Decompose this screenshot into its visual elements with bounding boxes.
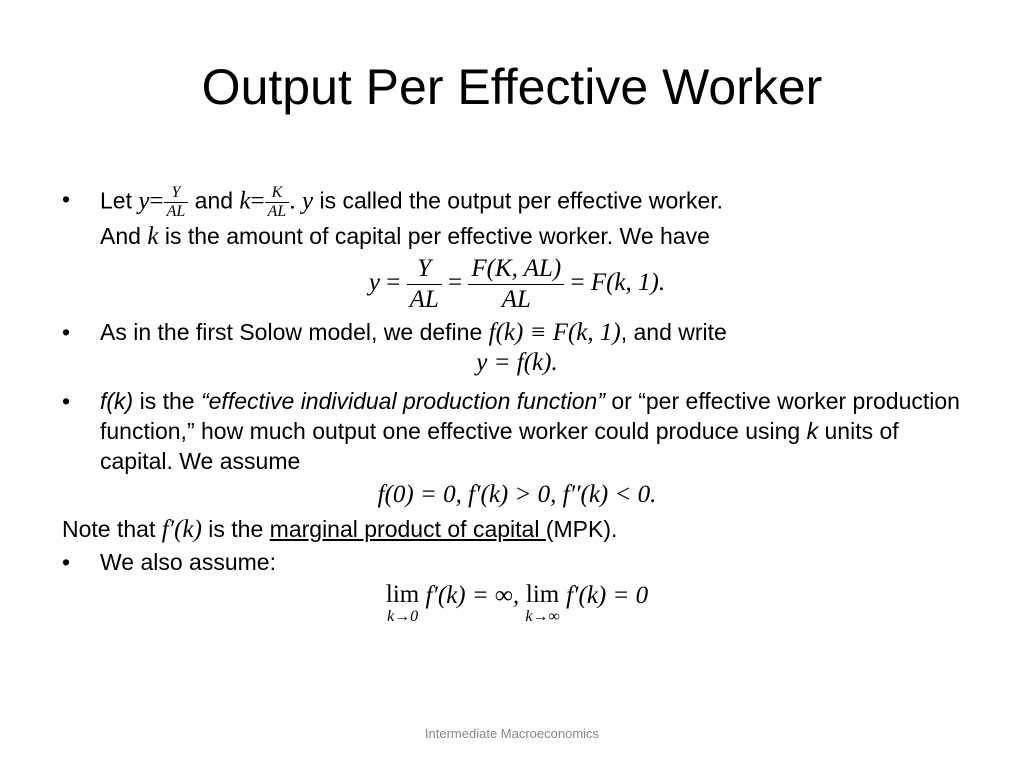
display-equation-assumptions: f(0) = 0, f′(k) > 0, f′′(k) < 0. [377,481,657,508]
text-solow: As in the first Solow model, we define [100,319,483,345]
lim-operator: lim [525,581,560,608]
bullet-marker: • [62,388,71,414]
text-units: units of capital. We assume [100,418,899,474]
slide-body [62,184,972,625]
bullet-marker: • [62,186,71,212]
fraction-f-over-al [468,254,564,315]
bullet-also-assume [62,547,972,577]
math-y: y [301,187,314,215]
text-also-assume: We also assume: [100,549,276,575]
math-y: y [138,187,150,215]
lim-subscript: k→0 [386,608,419,625]
text-note: Note that [62,516,162,542]
math-limit-expr1: f′(k) = ∞, [425,582,520,609]
math-dot: . [289,187,296,215]
text-description: or “per effective worker production function,” how much output one effective worker could produce using [100,388,960,444]
limit-k-to-zero [386,581,419,625]
lim-operator: lim [385,581,420,608]
text-mpk-underlined: marginal product of capital [269,516,546,542]
limit-k-to-infinity [525,581,560,625]
fraction-numerator: K [265,184,290,203]
math-equals: = [149,187,164,215]
text-effective-function: “effective individual production function” [200,388,605,414]
lim-subscript: k→∞ [525,608,560,625]
math-fprime: f′(k) [161,516,202,543]
text-and: and [194,187,234,214]
fraction-denominator: AL [409,286,439,313]
display-equation-limits [62,581,972,625]
text-and2: And [100,223,141,249]
text-k: k [806,418,819,444]
math-definition: f(k) ≡ F(k, 1) [488,319,621,346]
fraction-y-over-al [164,184,189,221]
note-mpk [62,514,972,545]
bullet-definition [62,184,972,252]
text-is-the: is the [201,516,270,542]
math-equals: = [448,269,463,297]
math-equals: = [386,269,401,297]
fraction-numerator: Y [164,184,189,203]
text-is: is the [133,388,201,414]
text-fk: f(k) [100,388,134,414]
math-rhs: F(k, 1). [590,269,666,297]
fraction-numerator: Y [407,254,442,285]
math-equals: = [570,269,585,297]
display-equation-y [62,254,972,315]
text-let: Let [100,187,132,214]
bullet-solow [62,317,972,348]
text-mpk: (MPK). [545,516,618,542]
slide-footer: Intermediate Macroeconomics [424,726,600,741]
text-amount: is the amount of capital per effective worker. We have [164,223,710,249]
fraction-denominator: AL [166,203,186,220]
slide-title: Output Per Effective Worker [201,59,823,115]
fraction-numerator: F(K, AL) [468,254,564,285]
fraction-k-over-al [265,184,290,221]
math-limit-expr2: f′(k) = 0 [566,582,649,609]
math-y: y [368,269,380,297]
display-equation-yfk: y = f(k). [476,349,558,376]
math-equals: = [250,187,265,215]
fraction-denominator: AL [501,286,531,313]
fraction-denominator: AL [267,203,287,220]
bullet-marker: • [62,319,71,345]
text-called: is called the output per effective worker. [319,187,724,214]
bullet-production-function [62,386,972,476]
math-k: k [147,223,159,250]
text-and-write: , and write [620,319,727,345]
fraction-y-over-al [407,254,442,315]
math-k: k [239,187,251,215]
bullet-marker: • [62,549,71,575]
